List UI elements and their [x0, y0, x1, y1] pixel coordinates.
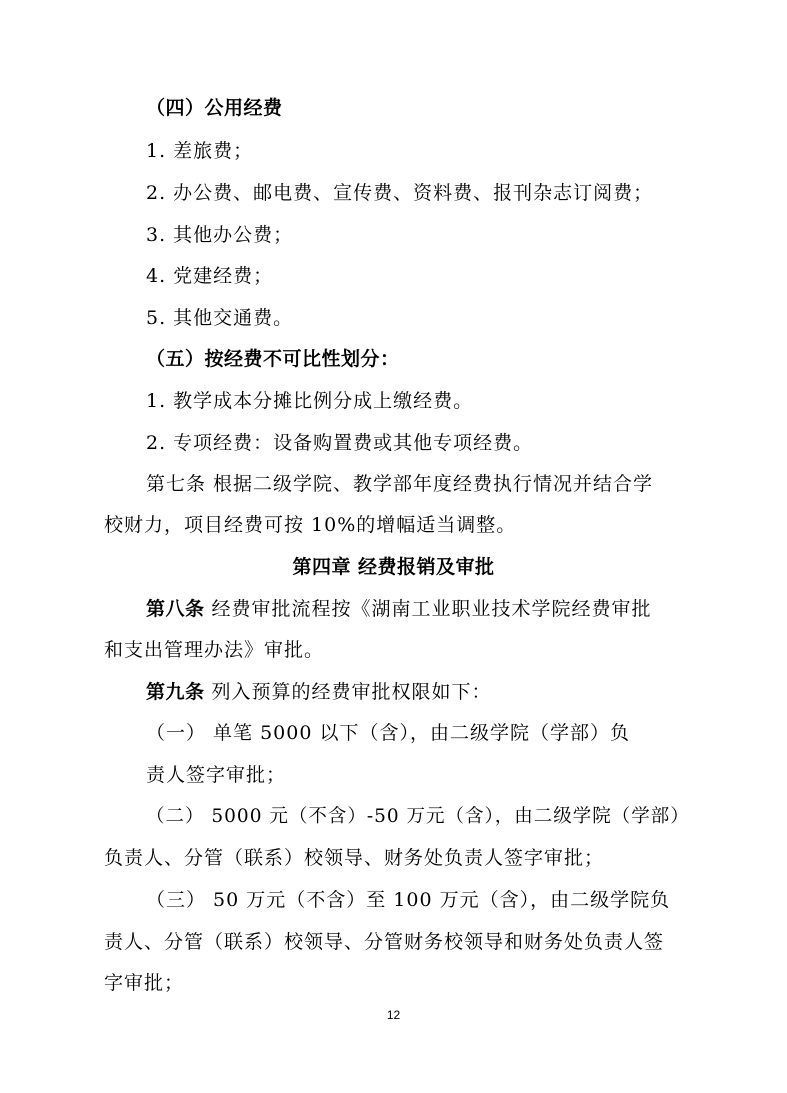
article-nine-label: 第九条 — [146, 681, 205, 703]
article-nine-intro — [146, 679, 492, 705]
section-four-item-4: 4. 党建经费； — [146, 265, 274, 287]
clause-3-line-3: 字审批； — [104, 972, 185, 994]
clause-1-line-2: 责人签字审批； — [146, 764, 287, 786]
clause-3-line-2: 责人、分管（联系）校领导、分管财务校领导和财务处负责人签 — [104, 931, 665, 953]
article-eight-line-2: 和支出管理办法》审批。 — [104, 639, 325, 661]
section-four-item-5: 5. 其他交通费。 — [146, 307, 294, 329]
section-five-heading: （五）按经费不可比性划分： — [146, 348, 400, 370]
article-nine-text: 列入预算的经费审批权限如下： — [204, 681, 492, 703]
chapter-title: 第四章 经费报销及审批 — [292, 556, 495, 578]
section-four-item-1: 1. 差旅费； — [146, 140, 254, 162]
clause-2-line-1: （二） 5000 元（不含）-50 万元（含），由二级学院（学部） — [146, 806, 690, 827]
section-five-item-2: 2. 专项经费：设备购置费或其他专项经费。 — [146, 432, 534, 454]
clause-2-line-2: 负责人、分管（联系）校领导、财务处负责人签字审批； — [104, 847, 605, 869]
section-four-heading: （四）公用经费 — [146, 97, 283, 119]
section-four-item-2: 2. 办公费、邮电费、宣传费、资料费、报刊杂志订阅费； — [146, 182, 654, 204]
article-eight-text: 经费审批流程按《湖南工业职业技术学院经费审批 — [204, 598, 652, 620]
clause-1-line-1: （一） 单笔 5000 以下（含），由二级学院（学部）负 — [146, 722, 630, 744]
section-four-item-3: 3. 其他办公费； — [146, 224, 294, 246]
article-seven-line-1: 第七条 根据二级学院、教学部年度经费执行情况并结合学 — [146, 473, 654, 495]
article-eight-label: 第八条 — [146, 598, 205, 620]
section-five-item-1: 1. 教学成本分摊比例分成上缴经费。 — [146, 390, 474, 412]
article-seven-line-2: 校财力，项目经费可按 10%的增幅适当调整。 — [104, 514, 517, 536]
article-eight-line-1 — [146, 596, 652, 622]
page-number: 12 — [386, 1008, 401, 1022]
clause-3-line-1: （三） 50 万元（不含）至 100 万元（含），由二级学院负 — [146, 889, 671, 911]
